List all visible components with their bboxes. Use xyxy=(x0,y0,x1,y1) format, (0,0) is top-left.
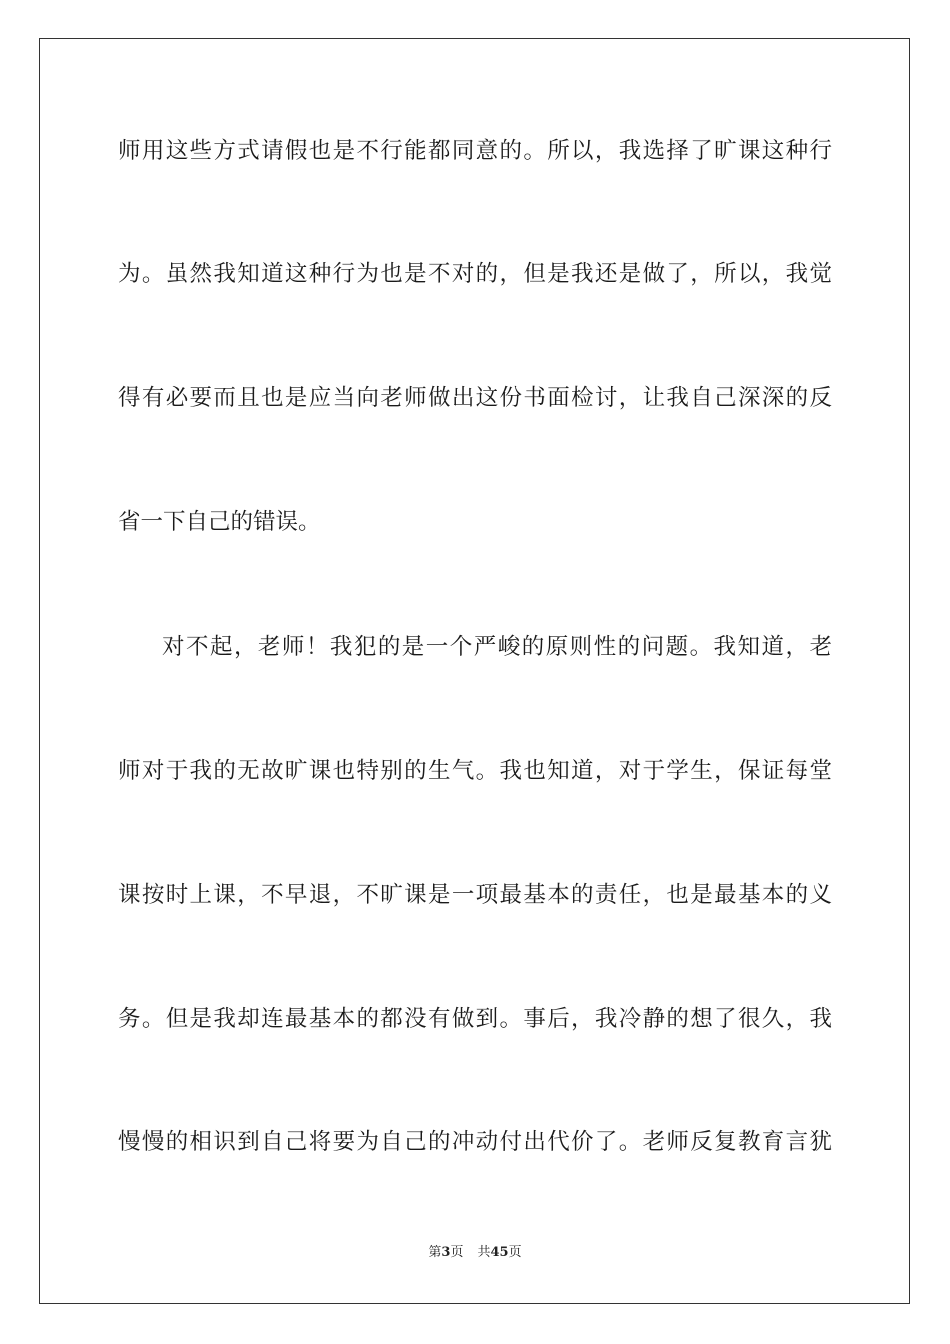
body-text-line-9: 慢慢的相识到自己将要为自己的冲动付出代价了。老师反复教育言犹 xyxy=(118,1129,832,1155)
page-footer xyxy=(0,1244,950,1262)
page-suffix: 页 xyxy=(450,1245,464,1260)
body-text-line-3: 得有必要而且也是应当向老师做出这份书面检讨，让我自己深深的反 xyxy=(118,385,832,411)
body-text-line-5: 对不起，老师！我犯的是一个严峻的原则性的问题。我知道，老 xyxy=(162,634,832,660)
total-prefix: 共 xyxy=(477,1245,491,1260)
body-text-line-1: 师用这些方式请假也是不行能都同意的。所以，我选择了旷课这种行 xyxy=(118,138,832,164)
total-pages: 45 xyxy=(490,1245,509,1260)
body-text-line-7: 课按时上课，不早退，不旷课是一项最基本的责任，也是最基本的义 xyxy=(118,882,832,908)
body-text-line-6: 师对于我的无故旷课也特别的生气。我也知道，对于学生，保证每堂 xyxy=(118,758,832,784)
page-border xyxy=(39,38,910,1304)
total-suffix: 页 xyxy=(508,1245,522,1260)
body-text-line-8: 务。但是我却连最基本的都没有做到。事后，我冷静的想了很久，我 xyxy=(118,1006,832,1032)
page-number: 3 xyxy=(441,1245,451,1260)
body-text-line-2: 为。虽然我知道这种行为也是不对的，但是我还是做了，所以，我觉 xyxy=(118,261,832,287)
page-prefix: 第 xyxy=(428,1245,442,1260)
body-text-line-4: 省一下自己的错误。 xyxy=(118,509,321,535)
